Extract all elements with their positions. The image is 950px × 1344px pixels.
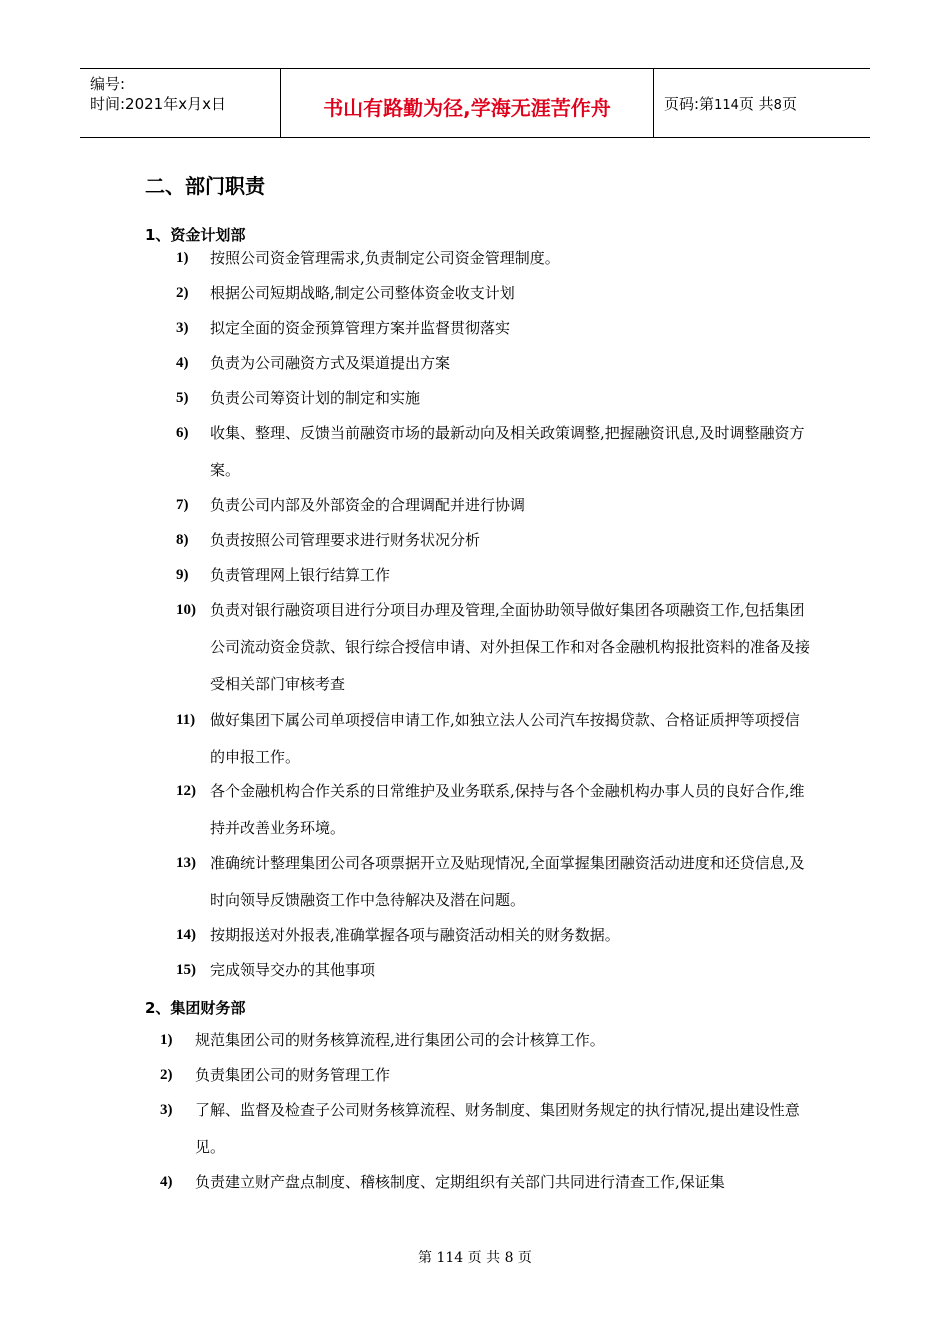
page-end: 页 <box>781 95 797 113</box>
section-title: 二、部门职责 <box>145 174 265 198</box>
list-item-number: 13) <box>176 855 196 871</box>
list-item-number: 6) <box>176 425 189 441</box>
header-meta-cell <box>80 69 281 137</box>
list-item-text: 做好集团下属公司单项授信申请工作,如独立法人公司汽车按揭贷款、合格证质押等项授信的申报工作。 <box>210 711 800 766</box>
list-item-number: 14) <box>176 927 196 943</box>
list-item-number: 3) <box>176 320 189 336</box>
list-item-text: 规范集团公司的财务核算流程,进行集团公司的会计核算工作。 <box>195 1031 605 1049</box>
list-item-text: 准确统计整理集团公司各项票据开立及贴现情况,全面掌握集团融资活动进度和还贷信息,及时向领导反馈融资工作中急待解决及潜在问题。 <box>210 854 805 909</box>
page-suffix: 页 共 <box>738 95 774 113</box>
list-item-text: 按照公司资金管理需求,负责制定公司资金管理制度。 <box>210 249 560 267</box>
page-prefix: 页码:第 <box>664 95 715 113</box>
list-item-number: 3) <box>160 1102 173 1118</box>
subsection-title-group-finance: 2、集团财务部 <box>145 999 246 1017</box>
list-item-text: 按期报送对外报表,准确掌握各项与融资活动相关的财务数据。 <box>210 926 620 944</box>
list-item-text: 负责管理网上银行结算工作 <box>210 566 391 584</box>
list-item-text: 拟定全面的资金预算管理方案并监督贯彻落实 <box>210 319 511 337</box>
header-page-cell <box>654 69 870 137</box>
list-item-number: 4) <box>160 1174 173 1190</box>
list-item-number: 15) <box>176 962 196 978</box>
header-page-info <box>664 93 797 114</box>
list-item-number: 9) <box>176 567 189 583</box>
header-motto: 书山有路勤为径,学海无涯苦作舟 <box>323 96 611 120</box>
list-item-text: 负责对银行融资项目进行分项目办理及管理,全面协助领导做好集团各项融资工作,包括集团公司流动资金贷款、银行综合授信申请、对外担保工作和对各金融机构报批资料的准备及接受相关部门审核考查 <box>210 601 811 693</box>
list-item-number: 8) <box>176 532 189 548</box>
list-item-number: 11) <box>176 712 196 728</box>
list-item-text: 负责为公司融资方式及渠道提出方案 <box>210 354 451 372</box>
list-item-text: 负责按照公司管理要求进行财务状况分析 <box>210 531 481 549</box>
list-item-number: 2) <box>160 1067 173 1083</box>
document-time-label: 时间:2021年x月x日 <box>90 95 226 113</box>
list-item-number: 4) <box>176 355 189 371</box>
list-item-number: 7) <box>176 497 189 513</box>
document-number-label: 编号: <box>90 75 126 93</box>
list-item-text: 负责集团公司的财务管理工作 <box>195 1066 391 1084</box>
list-item-number: 12) <box>176 783 196 799</box>
list-item-text: 负责建立财产盘点制度、稽核制度、定期组织有关部门共同进行清查工作,保证集 <box>195 1173 725 1191</box>
list-item-number: 1) <box>160 1032 173 1048</box>
list-item-text: 负责公司内部及外部资金的合理调配并进行协调 <box>210 496 526 514</box>
page-footer: 第 114 页 共 8 页 <box>418 1250 532 1266</box>
list-item-text: 收集、整理、反馈当前融资市场的最新动向及相关政策调整,把握融资讯息,及时调整融资方案。 <box>210 424 805 479</box>
subsection-title-fund-planning: 1、资金计划部 <box>145 226 246 244</box>
list-item-text: 根据公司短期战略,制定公司整体资金收支计划 <box>210 284 515 302</box>
list-item-number: 1) <box>176 250 189 266</box>
list-item-text: 负责公司筹资计划的制定和实施 <box>210 389 421 407</box>
list-item-text: 完成领导交办的其他事项 <box>210 961 376 979</box>
list-item-text: 各个金融机构合作关系的日常维护及业务联系,保持与各个金融机构办事人员的良好合作,维持并改善业务环境。 <box>210 782 805 837</box>
page-header <box>80 68 870 138</box>
page-current: 114 <box>714 98 739 113</box>
list-item-number: 2) <box>176 285 189 301</box>
list-item-text: 了解、监督及检查子公司财务核算流程、财务制度、集团财务规定的执行情况,提出建设性意见。 <box>195 1101 800 1156</box>
list-item-number: 5) <box>176 390 189 406</box>
header-motto-cell <box>281 69 654 137</box>
list-item-number: 10) <box>176 602 196 618</box>
page-total: 8 <box>773 98 782 113</box>
